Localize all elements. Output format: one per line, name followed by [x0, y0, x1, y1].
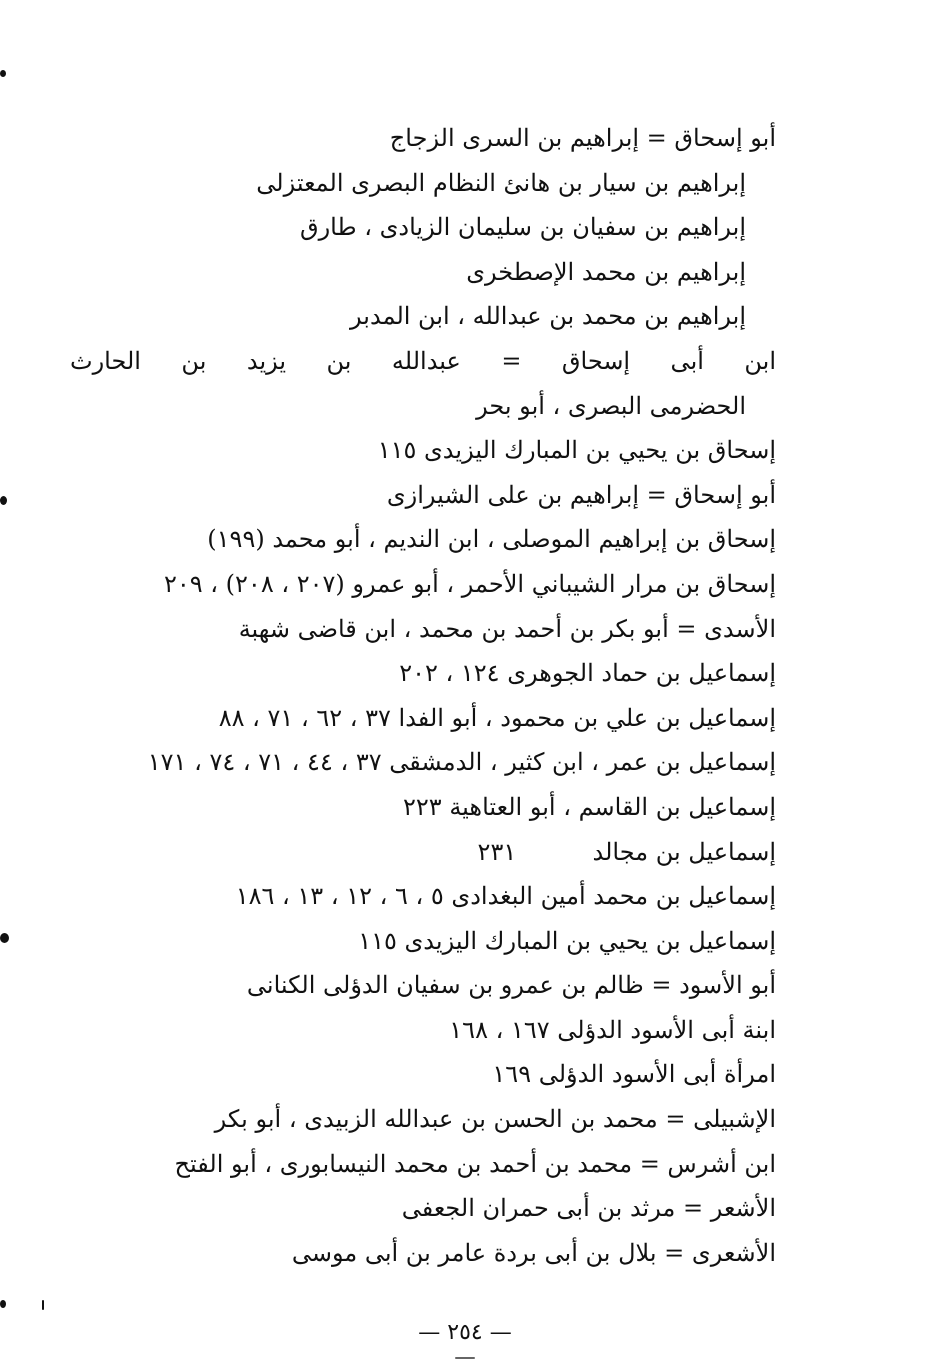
index-entry: إسحاق بن يحيي بن المبارك اليزيدى ١١٥ — [377, 436, 776, 465]
margin-ink-mark — [0, 70, 6, 77]
footer-ink-mark — [455, 1357, 475, 1359]
index-entry: إسماعيل بن عمر ، ابن كثير ، الدمشقى ٣٧ ، ٤٤ ، ٧١ ، ٧٤ ، ١٧١ — [147, 748, 776, 777]
index-entry: الأسدى = أبو بكر بن أحمد بن محمد ، ابن قاضى شهبة — [238, 614, 776, 643]
index-entries-list — [70, 116, 776, 1275]
index-entry: إسماعيل بن حماد الجوهرى ١٢٤ ، ٢٠٢ — [399, 659, 776, 688]
index-entry: إسماعيل بن مجالد ٢٣١ — [477, 837, 776, 866]
margin-ink-mark — [0, 496, 7, 505]
index-entry: إبراهيم بن محمد بن عبدالله ، ابن المدبر — [350, 302, 746, 331]
index-entry: إبراهيم بن سفيان بن سليمان الزيادى ، طارق — [299, 213, 746, 242]
index-entry: إسماعيل بن يحيي بن المبارك اليزيدى ١١٥ — [358, 926, 776, 955]
index-entry: إسحاق بن مرار الشيباني الأحمر ، أبو عمرو (٢٠٧ ، ٢٠٨) ، ٢٠٩ — [163, 569, 776, 598]
index-entry: إسماعيل بن علي بن محمود ، أبو الفدا ٣٧ ، ٦٢ ، ٧١ ، ٨٨ — [218, 703, 776, 732]
index-entry: إبراهيم بن سيار بن هانئ النظام البصرى المعتزلى — [256, 168, 746, 197]
margin-ink-mark — [0, 1300, 6, 1308]
index-entry: امرأة أبى الأسود الدؤلى ١٦٩ — [492, 1060, 776, 1089]
index-entry: ابنة أبى الأسود الدؤلى ١٦٧ ، ١٦٨ — [449, 1015, 776, 1044]
index-entry: أبو الأسود = ظالم بن عمرو بن سفيان الدؤلى الكنانى — [246, 971, 776, 1000]
index-entry: أبو إسحاق = إبراهيم بن السرى الزجاج — [389, 124, 776, 152]
index-entry: الأشعرى = بلال بن أبى بردة عامر بن أبى موسى — [291, 1238, 776, 1267]
index-entry: إسماعيل بن القاسم ، أبو العتاهية ٢٢٣ — [403, 792, 776, 821]
index-entry: ابن أشرس = محمد بن أحمد بن محمد النيسابورى ، أبو الفتح — [174, 1149, 776, 1178]
index-entry: ابن أبى إسحاق = عبدالله بن يزيد بن الحارث — [70, 346, 776, 375]
index-entry: أبو إسحاق = إبراهيم بن على الشيرازى — [386, 480, 776, 509]
margin-ink-mark — [42, 1300, 44, 1310]
index-entry: الأشعر = مرثد بن أبى حمران الجعفى — [401, 1194, 776, 1223]
index-entry: إسماعيل بن محمد أمين البغدادى ٥ ، ٦ ، ١٢ ، ١٣ ، ١٨٦ — [235, 882, 776, 911]
page-number: — ٢٥٤ — — [418, 1320, 512, 1345]
index-entry: الإشبيلى = محمد بن الحسن بن عبدالله الزبيدى ، أبو بكر — [214, 1105, 776, 1134]
index-entry: إبراهيم بن محمد الإصطخرى — [466, 257, 746, 286]
margin-ink-mark — [0, 933, 9, 943]
index-entry: إسحاق بن إبراهيم الموصلى ، ابن النديم ، أبو محمد (١٩٩) — [207, 525, 776, 554]
index-entry-continuation: الحضرمى البصرى ، أبو بحر — [476, 391, 746, 420]
